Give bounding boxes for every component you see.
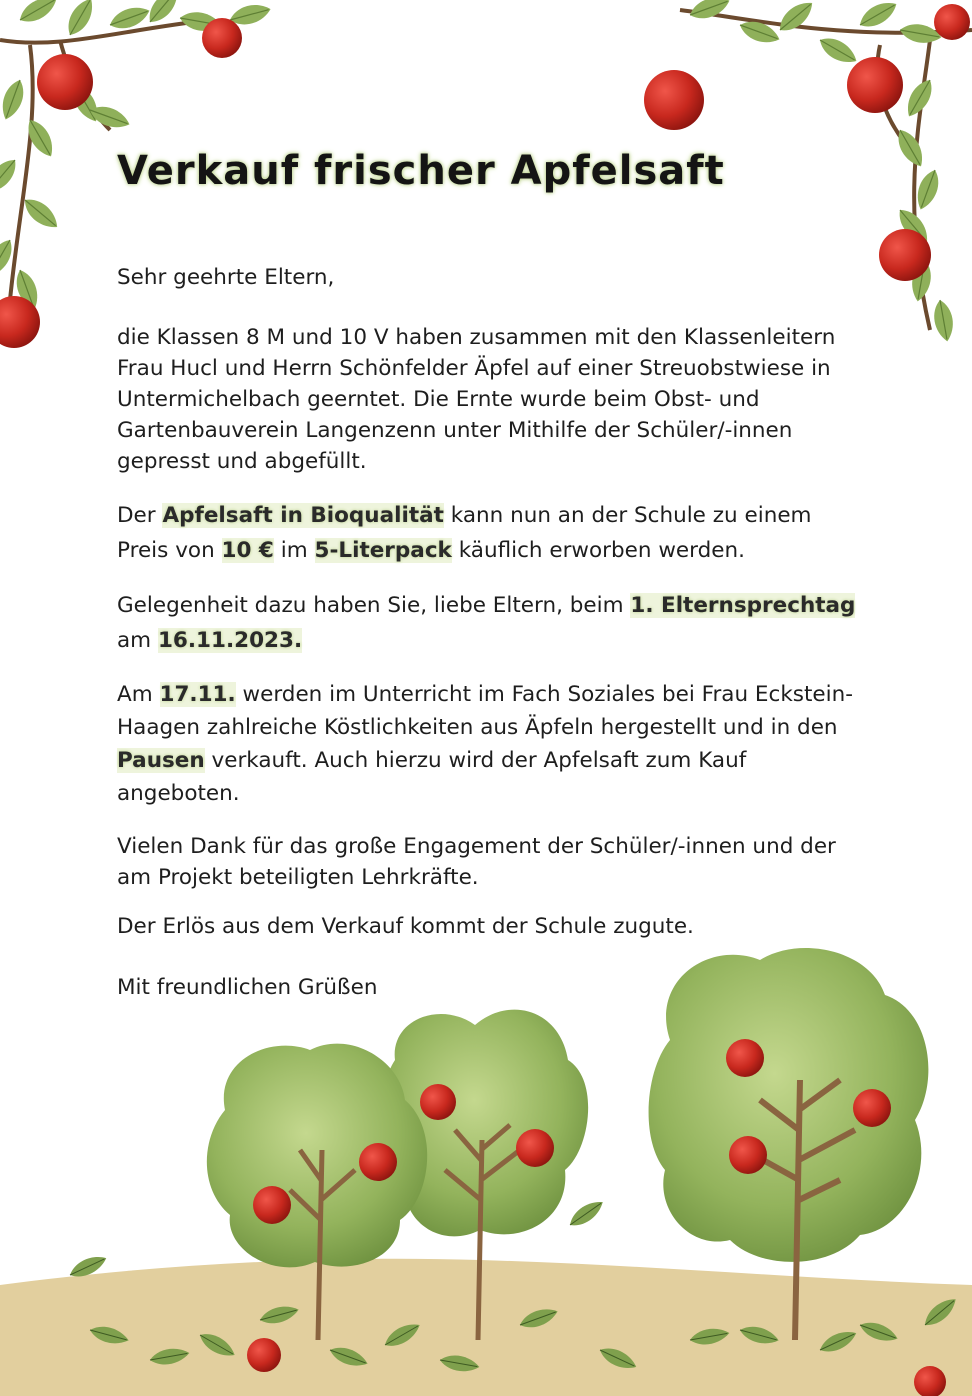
- text: Gelegenheit dazu haben Sie, liebe Eltern, beim: [117, 593, 631, 618]
- paragraph-thanks: Vielen Dank für das große Engagement der Schüler/-innen und der am Projekt beteiligten Lehrkräfte.: [117, 834, 836, 890]
- text: Am: [117, 682, 160, 707]
- highlight-price: 10 €: [221, 538, 274, 563]
- text: käuflich erworben werden.: [451, 538, 745, 563]
- text: im: [273, 538, 315, 563]
- highlight-pack: 5-Literpack: [314, 538, 452, 563]
- paragraph-cooking: [117, 678, 857, 810]
- text: kann nun an der Schule zu einem Preis von: [117, 503, 812, 563]
- paragraph-opportunity: [117, 588, 857, 658]
- paragraph-proceeds: Der Erlös aus dem Verkauf kommt der Schule zugute.: [117, 914, 694, 939]
- ground: [0, 1259, 972, 1396]
- greeting: Sehr geehrte Eltern,: [117, 265, 335, 290]
- paragraph-harvest: die Klassen 8 M und 10 V haben zusammen mit den Klassenleitern Frau Hucl und Herrn Schönfelder Äpfel auf einer Streuobstwiese in Untermichelbach geerntet. Die Ernte wurde beim Obst- und Gartenbauverein Langenzenn unter Mithilfe der Schüler/-innen gepresst und abgefüllt.: [117, 325, 836, 474]
- text: am: [117, 628, 158, 653]
- letter-body: [117, 262, 857, 1003]
- highlight-date-2: 17.11.: [159, 682, 236, 707]
- text: verkauft. Auch hierzu wird der Apfelsaft zum Kauf angeboten.: [117, 748, 747, 806]
- highlight-event: 1. Elternsprechtag: [630, 593, 856, 618]
- highlight-bio: Apfelsaft in Bioqualität: [162, 503, 444, 528]
- paragraph-price: [117, 498, 857, 568]
- text: Der: [117, 503, 163, 528]
- page-title: Verkauf frischer Apfelsaft: [117, 148, 725, 194]
- highlight-breaks: Pausen: [117, 748, 205, 773]
- closing: Mit freundlichen Grüßen: [117, 975, 378, 1000]
- highlight-date: 16.11.2023.: [157, 628, 303, 653]
- text: werden im Unterricht im Fach Soziales bei Frau Eckstein-Haagen zahlreiche Köstlichkeiten aus Äpfeln hergestellt und in den: [117, 682, 853, 740]
